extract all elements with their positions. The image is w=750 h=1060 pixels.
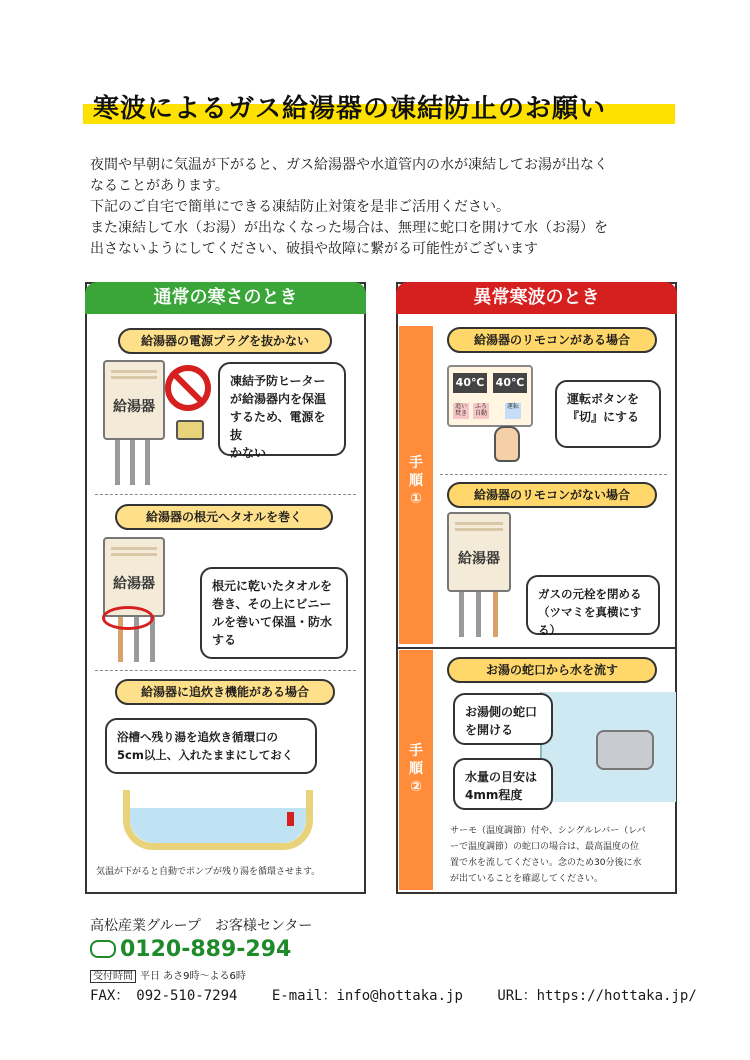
- bubble-line: を開ける: [465, 723, 514, 737]
- pipe: [476, 592, 481, 637]
- bubble-line: 根元に乾いたタオルを: [212, 579, 333, 593]
- intro-line: また凍結して水（お湯）が出なくなった場合は、無理に蛇口を開けて水（お湯）を: [90, 220, 608, 236]
- freedial-icon: [90, 940, 116, 958]
- faucet-note: [450, 823, 646, 887]
- bubble-line: 『切』にする: [567, 410, 640, 424]
- bubble-line: 4mm程度: [465, 788, 523, 802]
- intro-line: なることがあります。: [90, 178, 229, 194]
- note-line: サーモ（温度調節）付や、シングルレバー（レバ: [450, 826, 646, 836]
- remote-title: 給湯器のリモコンがある場合: [447, 327, 657, 353]
- no-remote-title: 給湯器のリモコンがない場合: [447, 482, 657, 508]
- intro-line: 夜間や早朝に気温が下がると、ガス給湯器や水道管内の水が凍結してお湯が出なく: [90, 157, 608, 173]
- note-line: ーで温度調節）の蛇口の場合は、最高温度の位: [450, 842, 640, 852]
- pointing-hand-icon: [494, 426, 520, 462]
- business-hours: 受付時間 平日 あさ9時〜よる6時: [90, 967, 246, 982]
- bubble-line: 5cm以上、入れたままにしておく: [117, 748, 294, 762]
- faucet-illustration: [596, 730, 654, 770]
- bubble-line: するため、電源を抜: [230, 410, 326, 442]
- section-divider: [95, 670, 356, 671]
- bubble-line: お湯側の蛇口: [465, 705, 538, 719]
- faucet-title: お湯の蛇口から水を流す: [447, 657, 657, 683]
- bubble-line: が給湯器内を保温: [230, 392, 327, 406]
- step-divider: [398, 647, 675, 649]
- note-line: 置で水を流してください。念のため30分後に水: [450, 858, 642, 868]
- circulation-port-icon: [287, 812, 294, 826]
- step-2-tab: 手 順 ②: [399, 650, 433, 890]
- heater-label: 給湯器: [113, 576, 155, 592]
- towel-title: 給湯器の根元へタオルを巻く: [115, 504, 333, 530]
- pipe: [115, 440, 120, 485]
- bubble-line: 巻き、その上にビニー: [212, 597, 332, 611]
- prohibited-icon: [165, 365, 211, 411]
- bathtub-illustration: [123, 790, 313, 850]
- water-heater-illustration: [103, 537, 165, 617]
- email-link[interactable]: E-mail：info@hottaka.jp: [271, 988, 463, 1004]
- hours-tag: 受付時間: [90, 970, 136, 983]
- water-heater-illustration: [447, 512, 511, 592]
- bubble-line: （ツマミを真横にする）: [538, 605, 642, 637]
- reheat-note: 気温が下がると自動でポンプが残り湯を循環させます。: [96, 867, 321, 877]
- unplug-title: 給湯器の電源プラグを抜かない: [118, 328, 332, 354]
- intro-text: [90, 155, 680, 260]
- heater-label: 給湯器: [458, 551, 500, 567]
- bubble-line: する: [212, 633, 237, 647]
- footer: [90, 915, 313, 982]
- intro-line: 出さないようにしてください、破損や故障に繋がる可能性がございます: [90, 241, 538, 257]
- open-tap-bubble: [453, 693, 553, 745]
- severe-cold-header: 異常寒波のとき: [396, 282, 677, 314]
- towel-bubble: [200, 567, 348, 659]
- pipe: [459, 592, 464, 637]
- remote-control-illustration: [447, 365, 533, 427]
- power-plug-icon: [176, 420, 204, 440]
- highlight-circle: [102, 606, 154, 630]
- website-link[interactable]: URL：https://hottaka.jp/: [497, 988, 697, 1004]
- intro-line: 下記のご自宅で簡単にできる凍結防止対策を是非ご活用ください。: [90, 199, 510, 215]
- power-button: 運転: [505, 403, 521, 419]
- pipe: [145, 440, 150, 485]
- step-1-tab: 手 順 ①: [399, 326, 433, 644]
- gas-valve-bubble: [526, 575, 660, 635]
- bubble-line: 水量の目安は: [465, 770, 538, 784]
- bubble-line: かない: [230, 446, 267, 460]
- heater-label: 給湯器: [113, 399, 155, 415]
- reheat-bubble: [105, 718, 317, 774]
- reheat-button: 追い焚き: [454, 403, 467, 417]
- company-name: 高松産業グループ お客様センター: [90, 918, 313, 934]
- contact-line: [90, 985, 697, 1005]
- section-divider: [95, 494, 356, 495]
- water-heater-illustration: [103, 360, 165, 440]
- bubble-line: ガスの元栓を閉める: [538, 587, 642, 601]
- pipe: [493, 592, 498, 637]
- fax-number: FAX： 092-510-7294: [90, 988, 238, 1004]
- title-block: [83, 88, 675, 132]
- reheat-title: 給湯器に追炊き機能がある場合: [115, 679, 335, 705]
- pipe: [130, 440, 135, 485]
- bubble-line: ルを巻いて保温・防水: [212, 615, 333, 629]
- phone-number[interactable]: 0120-889-294: [90, 937, 291, 962]
- remote-screen: 40℃: [453, 373, 487, 393]
- unplug-bubble: [218, 362, 346, 460]
- bubble-line: 凍結予防ヒーター: [230, 374, 326, 388]
- remote-bubble: [555, 380, 661, 448]
- normal-cold-header: 通常の寒さのとき: [85, 282, 366, 314]
- bubble-line: 浴槽へ残り湯を追炊き循環口の: [117, 730, 278, 744]
- remote-screen: 40℃: [493, 373, 527, 393]
- note-line: が出ていることを確認してください。: [450, 874, 604, 884]
- section-divider: [440, 474, 667, 475]
- page-title: 寒波によるガス給湯器の凍結防止のお願い: [93, 94, 607, 124]
- flow-rate-bubble: [453, 758, 553, 810]
- auto-bath-button: ふろ自動: [474, 403, 487, 417]
- bubble-line: 運転ボタンを: [567, 392, 640, 406]
